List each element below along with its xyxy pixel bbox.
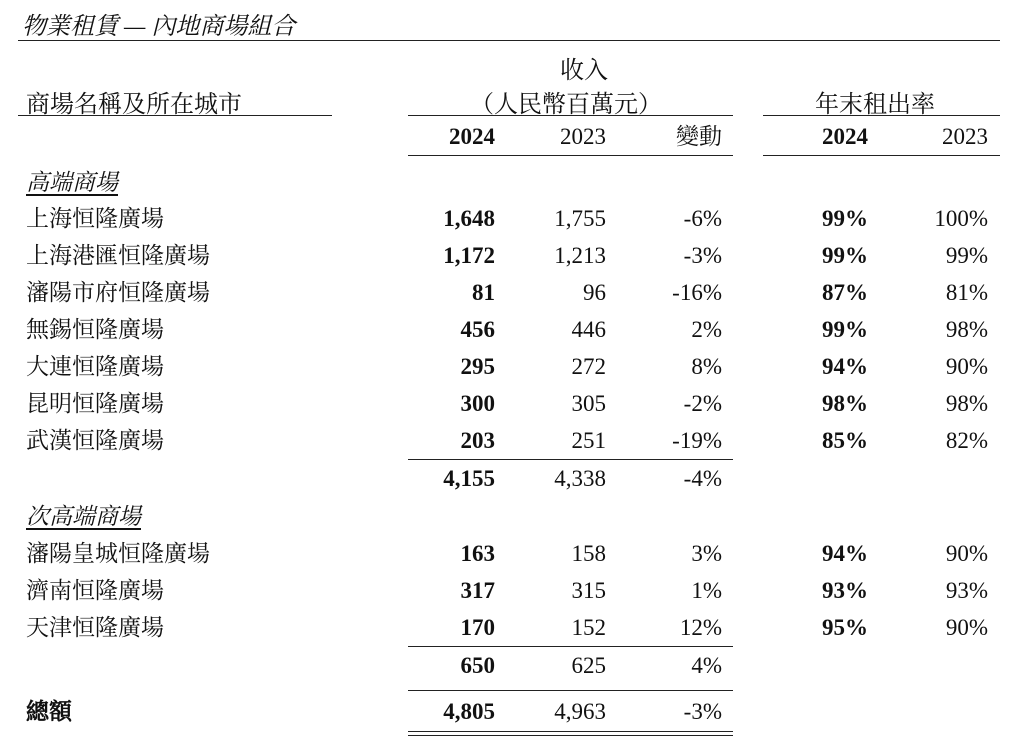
occupancy-2023: 98% <box>945 391 988 416</box>
name-header-rule <box>18 115 332 116</box>
mall-name: 無錫恒隆廣場 <box>26 317 164 342</box>
mall-name: 瀋陽皇城恒隆廣場 <box>26 541 210 566</box>
occupancy-2023: 81% <box>945 280 988 305</box>
occupancy-2023: 90% <box>945 541 988 566</box>
occupancy-2024: 93% <box>822 578 868 603</box>
occupancy-2024: 99% <box>822 206 868 231</box>
revenue-2023: 1,755 <box>554 206 606 231</box>
revenue-change: 2% <box>691 317 722 342</box>
col-rev-change: 變動 <box>676 124 722 149</box>
mall-name: 天津恒隆廣場 <box>26 615 164 640</box>
revenue-2024: 81 <box>472 280 495 305</box>
col-rev-2023: 2023 <box>560 124 606 149</box>
mall-name: 瀋陽市府恒隆廣場 <box>26 280 210 305</box>
revenue-header-rule <box>408 115 733 116</box>
col-occ-2023: 2023 <box>942 124 988 149</box>
mall-name: 上海港匯恒隆廣場 <box>26 243 210 268</box>
subtotal-revenue-2024: 4,155 <box>443 466 495 491</box>
revenue-2023: 272 <box>571 354 606 379</box>
page-title: 物業租賃 — 內地商場組合 <box>22 14 296 40</box>
revenue-2024: 163 <box>460 541 495 566</box>
title-divider <box>18 40 1000 41</box>
total-revenue-change: -3% <box>683 699 722 724</box>
occupancy-2024: 87% <box>822 280 868 305</box>
revenue-change: -16% <box>672 280 722 305</box>
occupancy-2024: 99% <box>822 317 868 342</box>
occupancy-col-rule <box>763 155 1000 156</box>
subtotal-revenue-2024: 650 <box>460 653 495 678</box>
mall-name: 上海恒隆廣場 <box>26 206 164 231</box>
section-label-sub-premium: 次高端商場 <box>26 504 141 529</box>
occupancy-2024: 98% <box>822 391 868 416</box>
subtotal-revenue-2023: 4,338 <box>554 466 606 491</box>
revenue-change: 3% <box>691 541 722 566</box>
name-column-header: 商場名稱及所在城市 <box>26 92 242 118</box>
mall-name: 濟南恒隆廣場 <box>26 578 164 603</box>
occupancy-header-rule <box>763 115 1000 116</box>
revenue-change: 1% <box>691 578 722 603</box>
occupancy-header: 年末租出率 <box>815 92 935 118</box>
subtotal-revenue-2023: 625 <box>571 653 606 678</box>
revenue-2024: 170 <box>460 615 495 640</box>
revenue-change: -6% <box>683 206 722 231</box>
revenue-2023: 1,213 <box>554 243 606 268</box>
revenue-2023: 305 <box>571 391 606 416</box>
occupancy-2023: 98% <box>945 317 988 342</box>
revenue-2023: 96 <box>583 280 606 305</box>
section-label-premium: 高端商場 <box>26 170 118 195</box>
total-double-rule-top <box>408 731 733 732</box>
occupancy-2024: 94% <box>822 541 868 566</box>
revenue-change: 12% <box>679 615 722 640</box>
mall-name: 大連恒隆廣場 <box>26 354 164 379</box>
col-rev-2024: 2024 <box>449 124 495 149</box>
revenue-2024: 456 <box>460 317 495 342</box>
total-revenue-2023: 4,963 <box>554 699 606 724</box>
occupancy-2023: 90% <box>945 615 988 640</box>
revenue-2023: 158 <box>571 541 606 566</box>
revenue-2024: 1,648 <box>443 206 495 231</box>
revenue-2023: 315 <box>571 578 606 603</box>
occupancy-2024: 94% <box>822 354 868 379</box>
occupancy-2023: 99% <box>945 243 988 268</box>
revenue-change: 8% <box>691 354 722 379</box>
revenue-2023: 446 <box>571 317 606 342</box>
revenue-2024: 317 <box>460 578 495 603</box>
revenue-change: -2% <box>683 391 722 416</box>
total-revenue-2024: 4,805 <box>443 699 495 724</box>
revenue-unit-header: （人民幣百萬元） <box>470 92 662 118</box>
revenue-2023: 251 <box>571 428 606 453</box>
occupancy-2024: 85% <box>822 428 868 453</box>
total-label: 總額 <box>26 699 72 724</box>
subtotal-rule <box>408 646 733 647</box>
mall-name: 武漢恒隆廣場 <box>26 428 164 453</box>
revenue-header: 收入 <box>560 58 608 84</box>
revenue-change: -19% <box>672 428 722 453</box>
col-occ-2024: 2024 <box>822 124 868 149</box>
revenue-2023: 152 <box>571 615 606 640</box>
occupancy-2023: 100% <box>934 206 988 231</box>
total-rule <box>408 690 733 691</box>
occupancy-2024: 99% <box>822 243 868 268</box>
revenue-col-rule <box>408 155 733 156</box>
subtotal-rule <box>408 459 733 460</box>
revenue-2024: 1,172 <box>443 243 495 268</box>
occupancy-2023: 82% <box>945 428 988 453</box>
mall-name: 昆明恒隆廣場 <box>26 391 164 416</box>
revenue-change: -3% <box>683 243 722 268</box>
occupancy-2024: 95% <box>822 615 868 640</box>
revenue-2024: 203 <box>460 428 495 453</box>
subtotal-revenue-change: 4% <box>691 653 722 678</box>
occupancy-2023: 90% <box>945 354 988 379</box>
revenue-2024: 295 <box>460 354 495 379</box>
total-double-rule-bottom <box>408 735 733 736</box>
occupancy-2023: 93% <box>945 578 988 603</box>
subtotal-revenue-change: -4% <box>683 466 722 491</box>
revenue-2024: 300 <box>460 391 495 416</box>
